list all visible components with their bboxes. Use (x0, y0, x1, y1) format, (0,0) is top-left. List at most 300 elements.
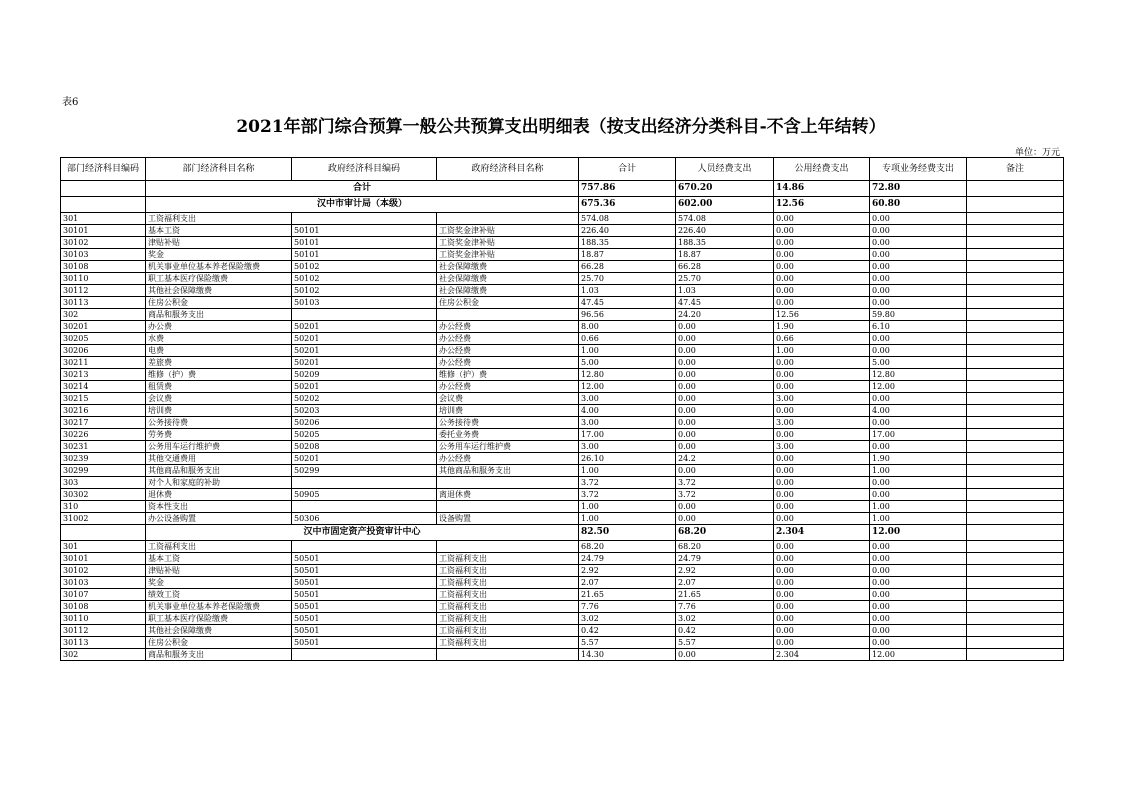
table-cell: 1.03 (676, 285, 774, 297)
table-cell: 0.00 (676, 441, 774, 453)
table-cell: 1.00 (579, 501, 676, 513)
table-cell: 住房公积金 (146, 637, 292, 649)
table-cell: 0.00 (676, 369, 774, 381)
table-cell: 18.87 (676, 249, 774, 261)
table-cell: 5.57 (579, 637, 676, 649)
table-cell: 50102 (292, 273, 437, 285)
table-cell: 50201 (292, 453, 437, 465)
table-cell: 5.00 (870, 357, 967, 369)
table-cell: 维修（护）费 (437, 369, 579, 381)
table-cell: 30226 (61, 429, 146, 441)
table-cell: 商品和服务支出 (146, 309, 292, 321)
table-cell: 0.42 (579, 625, 676, 637)
table-cell: 1.00 (870, 501, 967, 513)
table-cell: 2.92 (579, 565, 676, 577)
table-cell: 21.65 (579, 589, 676, 601)
table-cell: 会议费 (437, 393, 579, 405)
table-cell (967, 465, 1064, 477)
table-cell (967, 553, 1064, 565)
table-row (61, 429, 1064, 441)
table-cell: 50205 (292, 429, 437, 441)
table-cell: 绩效工资 (146, 589, 292, 601)
table-cell: 50501 (292, 625, 437, 637)
table-cell: 1.00 (579, 465, 676, 477)
table-cell: 25.70 (676, 273, 774, 285)
table-cell: 0.00 (774, 453, 870, 465)
table-cell: 50201 (292, 345, 437, 357)
table-cell: 24.79 (579, 553, 676, 565)
subtotal-row (61, 197, 1064, 213)
table-cell: 302 (61, 309, 146, 321)
table-cell: 25.70 (579, 273, 676, 285)
table-row (61, 405, 1064, 417)
table-cell (967, 501, 1064, 513)
table-cell: 维修（护）费 (146, 369, 292, 381)
table-cell: 0.00 (870, 297, 967, 309)
table-cell: 2.07 (579, 577, 676, 589)
col-header-special: 专项业务经费支出 (870, 158, 967, 181)
table-cell: 工资福利支出 (437, 553, 579, 565)
col-header-public: 公用经费支出 (774, 158, 870, 181)
table-cell: 办公经费 (437, 453, 579, 465)
table-cell: 188.35 (579, 237, 676, 249)
table-cell: 31002 (61, 513, 146, 525)
table-cell: 工资奖金津补贴 (437, 237, 579, 249)
table-cell: 50101 (292, 225, 437, 237)
table-cell: 0.00 (676, 405, 774, 417)
table-cell: 1.90 (870, 453, 967, 465)
table-cell: 办公设备购置 (146, 513, 292, 525)
table-cell: 0.00 (870, 393, 967, 405)
table-cell: 水费 (146, 333, 292, 345)
table-cell: 0.00 (676, 649, 774, 661)
table-row (61, 225, 1064, 237)
table-cell (967, 237, 1064, 249)
table-cell: 30214 (61, 381, 146, 393)
table-cell: 574.08 (676, 213, 774, 225)
table-cell: 0.00 (774, 405, 870, 417)
table-cell: 12.00 (870, 381, 967, 393)
table-cell: 30215 (61, 393, 146, 405)
table-cell: 30213 (61, 369, 146, 381)
table-cell (967, 381, 1064, 393)
table-cell: 离退休费 (437, 489, 579, 501)
table-cell: 30112 (61, 625, 146, 637)
table-cell: 工资福利支出 (437, 601, 579, 613)
table-cell: 0.00 (774, 381, 870, 393)
table-cell: 津贴补贴 (146, 237, 292, 249)
table-cell (437, 649, 579, 661)
table-cell: 0.00 (774, 637, 870, 649)
col-header-dept-name: 部门经济科目名称 (146, 158, 292, 181)
table-cell (292, 501, 437, 513)
table-cell: 0.00 (774, 249, 870, 261)
table-cell: 办公经费 (437, 333, 579, 345)
table-cell: 0.00 (870, 273, 967, 285)
table-cell: 资本性支出 (146, 501, 292, 513)
table-cell (967, 369, 1064, 381)
table-cell: 5.57 (676, 637, 774, 649)
table-cell: 0.00 (676, 417, 774, 429)
subtotal-public: 2.304 (774, 525, 870, 541)
table-cell (967, 513, 1064, 525)
table-cell: 0.00 (774, 565, 870, 577)
table-cell: 12.80 (870, 369, 967, 381)
table-cell: 50501 (292, 613, 437, 625)
table-cell (437, 501, 579, 513)
table-cell (437, 477, 579, 489)
table-cell: 0.00 (870, 541, 967, 553)
table-cell (967, 285, 1064, 297)
table-cell: 68.20 (579, 541, 676, 553)
table-cell: 302 (61, 649, 146, 661)
table-cell: 0.00 (870, 589, 967, 601)
table-cell: 0.00 (870, 565, 967, 577)
table-cell: 工资福利支出 (146, 541, 292, 553)
budget-detail-table (60, 157, 1064, 661)
table-cell: 12.56 (774, 309, 870, 321)
table-row (61, 589, 1064, 601)
table-cell: 公务用车运行维护费 (146, 441, 292, 453)
subtotal-row (61, 181, 1064, 197)
table-cell: 3.00 (774, 393, 870, 405)
table-cell: 0.00 (774, 225, 870, 237)
table-cell: 0.00 (774, 601, 870, 613)
table-cell: 30107 (61, 589, 146, 601)
table-cell: 7.76 (579, 601, 676, 613)
table-cell: 0.00 (676, 429, 774, 441)
table-cell: 30103 (61, 249, 146, 261)
table-cell (967, 565, 1064, 577)
subtotal-special: 12.00 (870, 525, 967, 541)
subtotal-row (61, 525, 1064, 541)
subtotal-label: 汉中市固定资产投资审计中心 (146, 525, 579, 541)
table-cell: 劳务费 (146, 429, 292, 441)
table-cell: 0.00 (774, 357, 870, 369)
table-cell: 50201 (292, 357, 437, 369)
table-cell: 30102 (61, 237, 146, 249)
unit-label: 单位：万元 (1014, 148, 1060, 158)
table-cell: 办公费 (146, 321, 292, 333)
table-cell (967, 249, 1064, 261)
table-cell: 3.02 (579, 613, 676, 625)
table-row (61, 501, 1064, 513)
table-cell: 商品和服务支出 (146, 649, 292, 661)
table-cell: 3.72 (579, 477, 676, 489)
subtotal-public: 14.86 (774, 181, 870, 197)
table-cell: 30110 (61, 613, 146, 625)
table-cell: 1.00 (870, 465, 967, 477)
table-cell: 津贴补贴 (146, 565, 292, 577)
col-header-gov-code: 政府经济科目编码 (292, 158, 437, 181)
table-cell: 50501 (292, 601, 437, 613)
table-cell: 电费 (146, 345, 292, 357)
table-cell: 188.35 (676, 237, 774, 249)
table-cell: 30216 (61, 405, 146, 417)
table-row (61, 381, 1064, 393)
table-row (61, 453, 1064, 465)
table-cell: 0.00 (774, 237, 870, 249)
table-cell (967, 525, 1064, 541)
table-cell: 50101 (292, 237, 437, 249)
table-cell: 工资奖金津补贴 (437, 249, 579, 261)
table-cell: 工资福利支出 (437, 577, 579, 589)
table-cell: 0.00 (870, 601, 967, 613)
table-cell: 96.56 (579, 309, 676, 321)
table-cell: 50206 (292, 417, 437, 429)
table-cell: 0.00 (774, 589, 870, 601)
table-cell (61, 525, 146, 541)
table-cell: 0.00 (676, 393, 774, 405)
table-cell: 47.45 (676, 297, 774, 309)
table-body (61, 181, 1064, 661)
table-cell (967, 417, 1064, 429)
subtotal-personnel: 602.00 (676, 197, 774, 213)
table-cell: 机关事业单位基本养老保险缴费 (146, 261, 292, 273)
table-cell: 3.00 (579, 441, 676, 453)
table-cell (967, 601, 1064, 613)
table-cell: 0.00 (870, 417, 967, 429)
table-cell: 办公经费 (437, 381, 579, 393)
table-cell: 50501 (292, 565, 437, 577)
table-cell: 303 (61, 477, 146, 489)
table-row (61, 357, 1064, 369)
table-cell: 17.00 (870, 429, 967, 441)
table-row (61, 417, 1064, 429)
table-cell: 设备购置 (437, 513, 579, 525)
table-cell: 12.00 (579, 381, 676, 393)
table-cell: 0.00 (774, 501, 870, 513)
table-number: 表6 (62, 97, 79, 108)
table-cell: 4.00 (870, 405, 967, 417)
table-row (61, 649, 1064, 661)
table-cell: 3.72 (676, 477, 774, 489)
table-cell: 工资福利支出 (437, 637, 579, 649)
table-cell: 50101 (292, 249, 437, 261)
table-cell: 24.2 (676, 453, 774, 465)
table-cell: 3.00 (579, 393, 676, 405)
table-cell (437, 309, 579, 321)
table-row (61, 613, 1064, 625)
table-cell: 基本工资 (146, 225, 292, 237)
table-cell: 21.65 (676, 589, 774, 601)
col-header-remarks: 备注 (967, 158, 1064, 181)
table-cell: 其他商品和服务支出 (146, 465, 292, 477)
table-cell: 工资福利支出 (437, 613, 579, 625)
table-cell: 公务用车运行维护费 (437, 441, 579, 453)
table-cell: 50102 (292, 285, 437, 297)
table-cell: 办公经费 (437, 345, 579, 357)
table-cell: 0.00 (870, 225, 967, 237)
table-cell: 310 (61, 501, 146, 513)
subtotal-personnel: 68.20 (676, 525, 774, 541)
table-cell: 工资福利支出 (437, 565, 579, 577)
table-cell: 社会保障缴费 (437, 285, 579, 297)
table-cell: 30217 (61, 417, 146, 429)
table-cell: 0.00 (774, 577, 870, 589)
table-cell (61, 197, 146, 213)
table-cell: 办公经费 (437, 357, 579, 369)
table-cell: 0.00 (870, 213, 967, 225)
subtotal-label: 汉中市审计局（本级） (146, 197, 579, 213)
table-cell: 30112 (61, 285, 146, 297)
table-cell: 50209 (292, 369, 437, 381)
header-row (61, 158, 1064, 181)
table-cell: 工资奖金津补贴 (437, 225, 579, 237)
table-cell: 住房公积金 (437, 297, 579, 309)
table-cell: 59.80 (870, 309, 967, 321)
table-cell (967, 213, 1064, 225)
table-cell (967, 625, 1064, 637)
table-cell: 1.00 (774, 345, 870, 357)
table-cell: 工资福利支出 (437, 625, 579, 637)
table-cell: 3.00 (774, 441, 870, 453)
table-cell: 差旅费 (146, 357, 292, 369)
col-header-dept-code: 部门经济科目编码 (61, 158, 146, 181)
table-cell (967, 577, 1064, 589)
table-cell: 50905 (292, 489, 437, 501)
table-cell (967, 489, 1064, 501)
table-cell: 3.00 (579, 417, 676, 429)
table-cell: 工资福利支出 (437, 589, 579, 601)
table-cell: 培训费 (146, 405, 292, 417)
table-cell (437, 213, 579, 225)
table-cell: 0.00 (870, 477, 967, 489)
table-cell (967, 333, 1064, 345)
table-cell: 50201 (292, 333, 437, 345)
table-cell (437, 541, 579, 553)
table-cell (967, 649, 1064, 661)
table-cell: 24.79 (676, 553, 774, 565)
table-cell: 18.87 (579, 249, 676, 261)
table-cell: 50201 (292, 321, 437, 333)
table-row (61, 285, 1064, 297)
table-cell: 职工基本医疗保险缴费 (146, 613, 292, 625)
table-cell (967, 225, 1064, 237)
table-row (61, 513, 1064, 525)
table-cell: 17.00 (579, 429, 676, 441)
table-cell (967, 613, 1064, 625)
table-cell: 5.00 (579, 357, 676, 369)
table-cell: 0.00 (676, 333, 774, 345)
table-cell: 30239 (61, 453, 146, 465)
table-cell (967, 477, 1064, 489)
table-cell: 30113 (61, 637, 146, 649)
table-cell: 301 (61, 213, 146, 225)
table-cell: 0.00 (870, 249, 967, 261)
table-cell: 50201 (292, 381, 437, 393)
table-cell: 2.92 (676, 565, 774, 577)
table-cell: 30113 (61, 297, 146, 309)
table-row (61, 601, 1064, 613)
table-cell: 50299 (292, 465, 437, 477)
table-cell: 3.72 (676, 489, 774, 501)
table-cell: 0.00 (774, 429, 870, 441)
table-cell: 0.42 (676, 625, 774, 637)
table-cell: 50202 (292, 393, 437, 405)
table-cell: 0.00 (870, 613, 967, 625)
table-cell: 0.00 (870, 261, 967, 273)
table-cell: 0.00 (676, 321, 774, 333)
table-cell: 66.28 (676, 261, 774, 273)
table-row (61, 261, 1064, 273)
table-cell: 0.00 (774, 285, 870, 297)
table-cell: 0.00 (676, 381, 774, 393)
table-cell: 1.90 (774, 321, 870, 333)
table-cell: 对个人和家庭的补助 (146, 477, 292, 489)
subtotal-personnel: 670.20 (676, 181, 774, 197)
table-cell (967, 453, 1064, 465)
table-cell (967, 589, 1064, 601)
table-cell: 574.08 (579, 213, 676, 225)
table-cell: 0.00 (870, 553, 967, 565)
table-row (61, 333, 1064, 345)
table-cell (967, 197, 1064, 213)
table-row (61, 625, 1064, 637)
table-cell: 1.03 (579, 285, 676, 297)
table-cell: 50501 (292, 637, 437, 649)
table-cell: 30103 (61, 577, 146, 589)
table-cell: 0.00 (870, 441, 967, 453)
table-cell: 0.00 (774, 465, 870, 477)
table-cell (967, 261, 1064, 273)
table-cell: 基本工资 (146, 553, 292, 565)
subtotal-special: 72.80 (870, 181, 967, 197)
table-cell (967, 441, 1064, 453)
table-cell: 住房公积金 (146, 297, 292, 309)
table-cell: 3.00 (774, 417, 870, 429)
table-row (61, 345, 1064, 357)
table-cell: 30101 (61, 225, 146, 237)
table-cell: 其他社会保障缴费 (146, 285, 292, 297)
table-cell: 0.00 (774, 213, 870, 225)
table-cell: 公务接待费 (437, 417, 579, 429)
table-row (61, 297, 1064, 309)
table-cell: 30205 (61, 333, 146, 345)
table-row (61, 321, 1064, 333)
table-cell: 0.00 (676, 465, 774, 477)
table-row (61, 249, 1064, 261)
subtotal-special: 60.80 (870, 197, 967, 213)
table-cell: 其他社会保障缴费 (146, 625, 292, 637)
table-row (61, 553, 1064, 565)
table-cell (967, 429, 1064, 441)
table-cell: 30201 (61, 321, 146, 333)
table-cell: 30231 (61, 441, 146, 453)
table-cell: 30101 (61, 553, 146, 565)
table-cell: 0.00 (774, 273, 870, 285)
table-cell: 30108 (61, 601, 146, 613)
table-cell: 职工基本医疗保险缴费 (146, 273, 292, 285)
subtotal-total: 82.50 (579, 525, 676, 541)
table-cell: 0.00 (774, 553, 870, 565)
table-cell: 其他商品和服务支出 (437, 465, 579, 477)
subtotal-label: 合计 (146, 181, 579, 197)
table-row (61, 577, 1064, 589)
table-cell: 0.00 (774, 489, 870, 501)
table-cell: 0.00 (676, 501, 774, 513)
table-cell: 其他交通费用 (146, 453, 292, 465)
table-cell: 0.00 (870, 637, 967, 649)
table-cell: 301 (61, 541, 146, 553)
table-cell: 0.00 (774, 513, 870, 525)
table-cell: 50103 (292, 297, 437, 309)
table-cell: 2.304 (774, 649, 870, 661)
page-title: 2021年部门综合预算一般公共预算支出明细表（按支出经济分类科目-不含上年结转） (236, 117, 886, 137)
table-cell (292, 649, 437, 661)
table-row (61, 441, 1064, 453)
table-row (61, 273, 1064, 285)
